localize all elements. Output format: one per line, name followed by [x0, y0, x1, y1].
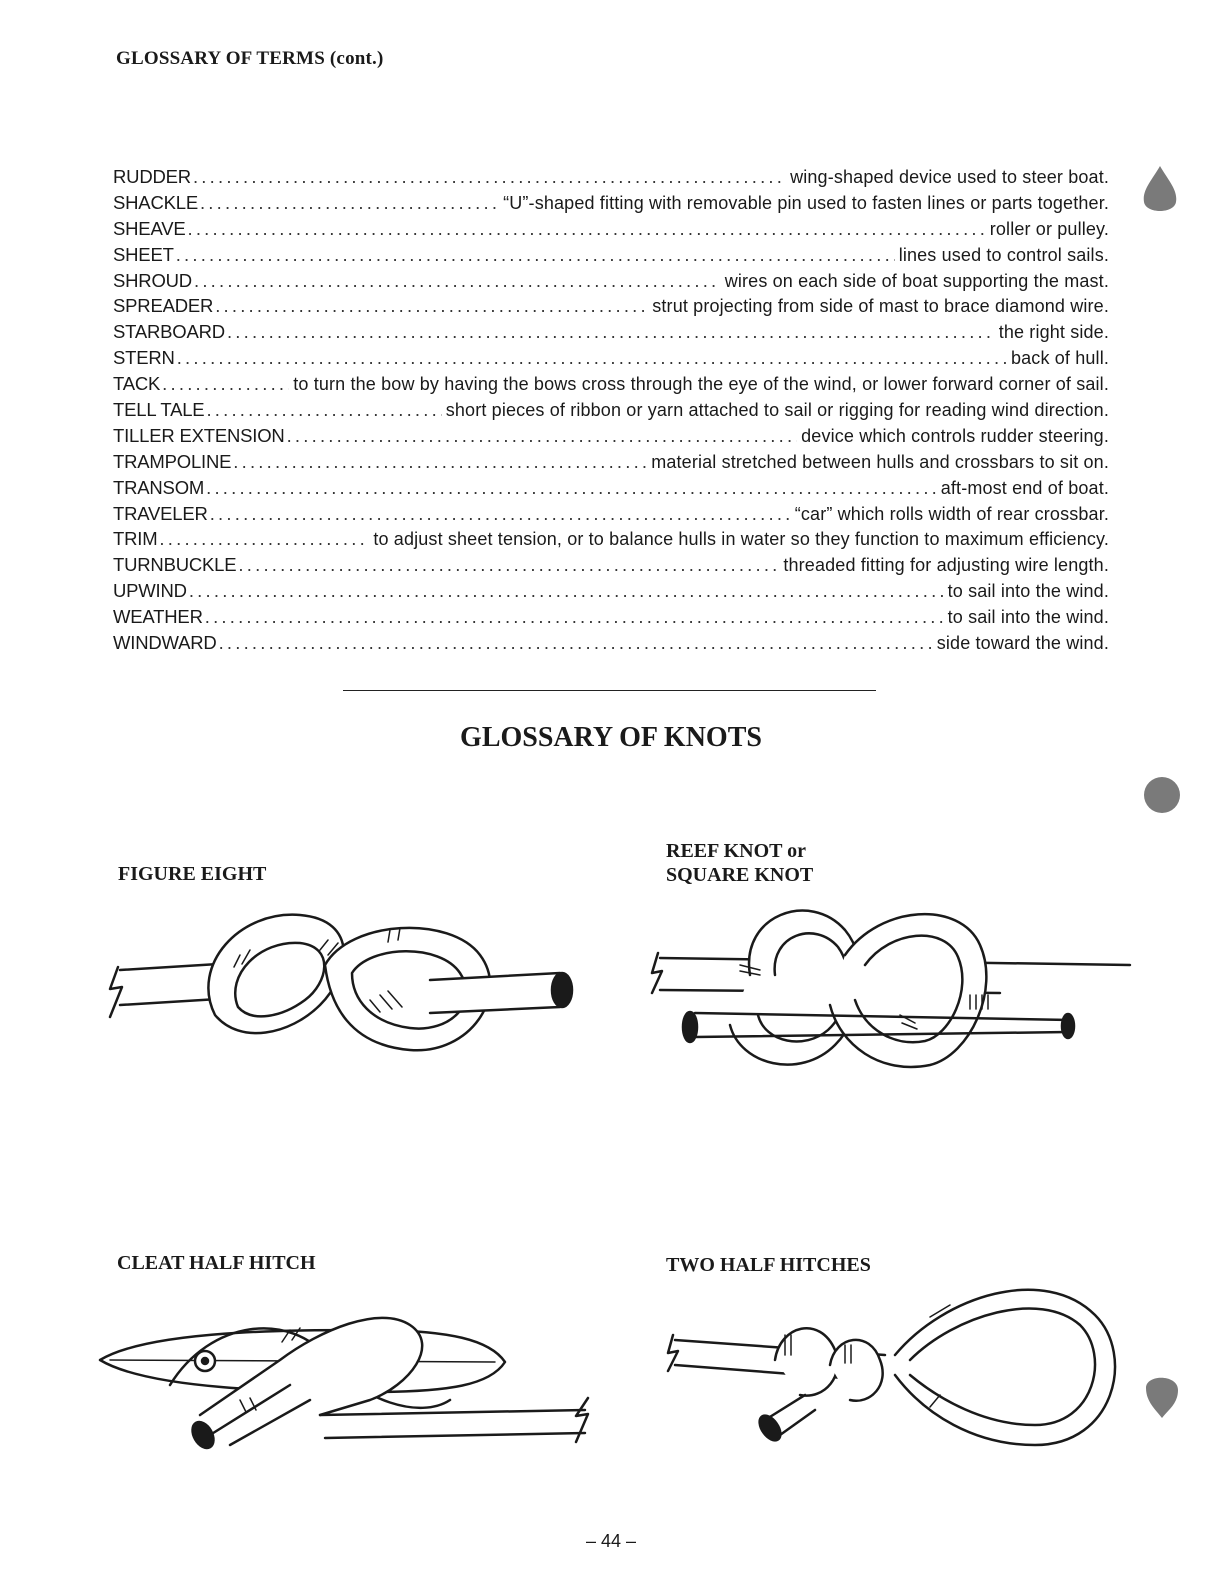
dot-leader: [193, 164, 786, 190]
glossary-row: [113, 216, 1109, 242]
glossary-term: UPWIND: [113, 580, 187, 602]
glossary-definition: short pieces of ribbon or yarn attached to sail or rigging for reading wind direction.: [445, 400, 1109, 421]
glossary-definition: to sail into the wind.: [947, 581, 1109, 602]
glossary-term: TRAMPOLINE: [113, 450, 232, 472]
dot-leader: [200, 190, 499, 216]
dot-leader: [187, 216, 985, 242]
glossary-definition: the right side.: [998, 322, 1109, 343]
glossary-definition: roller or pulley.: [989, 218, 1109, 239]
glossary-row: [113, 242, 1109, 268]
glossary-row: [113, 449, 1109, 475]
dot-leader: [233, 449, 647, 475]
glossary-term: TURNBUCKLE: [113, 554, 237, 576]
dot-leader: [189, 578, 944, 604]
glossary-term: STERN: [113, 347, 175, 369]
dot-leader: [215, 293, 648, 319]
glossary-definition: “U”-shaped fitting with removable pin used to fasten lines or parts together.: [503, 192, 1109, 213]
reef-knot-label-line1: REEF KNOT or: [666, 840, 807, 862]
glossary-definition: threaded fitting for adjusting wire length.: [783, 555, 1109, 576]
glossary-definition: back of hull.: [1010, 348, 1109, 369]
two-half-hitches-label: TWO HALF HITCHES: [666, 1254, 871, 1276]
glossary-row: [113, 578, 1109, 604]
glossary-term: SHEAVE: [113, 217, 186, 239]
glossary-term: WINDWARD: [113, 632, 217, 654]
dot-leader: [219, 630, 933, 656]
glossary-row: [113, 319, 1109, 345]
glossary-definition: side toward the wind.: [936, 633, 1109, 654]
dot-leader: [206, 397, 441, 423]
glossary-term: SPREADER: [113, 295, 214, 317]
section-divider: [343, 690, 876, 691]
dot-leader: [194, 268, 721, 294]
glossary-definition: wires on each side of boat supporting the mast.: [724, 270, 1109, 291]
glossary-definition: to turn the bow by having the bows cross through the eye of the wind, or lower forward corner of sail.: [293, 374, 1109, 395]
glossary-term: RUDDER: [113, 166, 191, 187]
reef-knot-label-line2: SQUARE KNOT: [666, 864, 814, 886]
glossary-definition: material stretched between hulls and crossbars to sit on.: [651, 451, 1109, 472]
glossary-term: SHEET: [113, 243, 174, 265]
glossary-row: [113, 345, 1109, 371]
dot-leader: [177, 345, 1007, 371]
glossary-row: [113, 397, 1109, 423]
glossary-definition: to sail into the wind.: [947, 607, 1109, 628]
binder-hole-top: [1138, 162, 1182, 222]
glossary-term: SHACKLE: [113, 191, 198, 213]
two-half-hitches-illustration: [655, 1275, 1135, 1475]
glossary-term: TILLER EXTENSION: [113, 424, 285, 446]
glossary-row: [113, 371, 1109, 397]
glossary-term: TRANSOM: [113, 476, 205, 498]
glossary-definition: “car” which rolls width of rear crossbar.: [794, 503, 1109, 524]
dot-leader: [227, 319, 995, 345]
dot-leader: [176, 242, 895, 268]
dot-leader: [159, 526, 369, 552]
glossary-row: [113, 501, 1109, 527]
figure-eight-illustration: [90, 895, 590, 1085]
glossary-term: TRIM: [113, 528, 158, 550]
dot-leader: [205, 604, 944, 630]
binder-hole-middle: [1140, 770, 1184, 820]
glossary-definition: lines used to control sails.: [898, 244, 1109, 265]
glossary-row: [113, 293, 1109, 319]
cleat-half-hitch-illustration: [90, 1290, 610, 1460]
dot-leader: [210, 501, 791, 527]
glossary-definition: strut projecting from side of mast to brace diamond wire.: [652, 296, 1109, 317]
dot-leader: [287, 423, 798, 449]
glossary-row: [113, 604, 1109, 630]
glossary-row: [113, 268, 1109, 294]
terms-glossary: [113, 164, 1109, 656]
glossary-row: [113, 475, 1109, 501]
glossary-row: [113, 630, 1109, 656]
reef-knot-illustration: [640, 895, 1140, 1090]
glossary-definition: device which controls rudder steering.: [801, 425, 1109, 446]
glossary-term: TELL TALE: [113, 399, 205, 421]
glossary-term: WEATHER: [113, 606, 203, 628]
binder-hole-bottom: [1140, 1366, 1184, 1422]
glossary-row: [113, 164, 1109, 190]
glossary-row: [113, 190, 1109, 216]
knots-section-title: GLOSSARY OF KNOTS: [460, 722, 762, 753]
dot-leader: [206, 475, 937, 501]
page-heading: GLOSSARY OF TERMS (cont.): [116, 48, 384, 69]
dot-leader: [238, 552, 779, 578]
glossary-definition: aft-most end of boat.: [940, 477, 1109, 498]
reef-knot-label: [666, 839, 813, 887]
glossary-row: [113, 526, 1109, 552]
glossary-row: [113, 423, 1109, 449]
glossary-row: [113, 552, 1109, 578]
cleat-half-hitch-label: CLEAT HALF HITCH: [117, 1252, 316, 1274]
page-number: – 44 –: [585, 1531, 637, 1551]
glossary-definition: wing-shaped device used to steer boat.: [790, 167, 1109, 187]
glossary-term: SHROUD: [113, 269, 192, 291]
glossary-term: TACK: [113, 373, 161, 395]
glossary-definition: to adjust sheet tension, or to balance hulls in water so they function to maximum efficiency.: [373, 529, 1109, 550]
dot-leader: [162, 371, 289, 397]
glossary-term: STARBOARD: [113, 321, 225, 343]
glossary-term: TRAVELER: [113, 502, 208, 524]
figure-eight-label: FIGURE EIGHT: [118, 863, 267, 885]
